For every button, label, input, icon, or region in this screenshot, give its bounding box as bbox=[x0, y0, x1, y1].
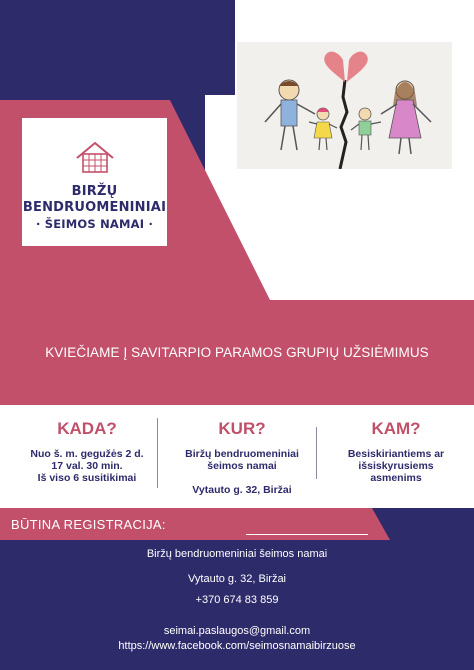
logo-line-3: · ŠEIMOS NAMAI · bbox=[35, 217, 154, 231]
where-address: Vytauto g. 32, Biržai bbox=[192, 484, 292, 496]
who-line-3: asmenims bbox=[370, 472, 422, 484]
who-heading: KAM? bbox=[371, 419, 421, 438]
where-line-2: šeimos namai bbox=[207, 460, 277, 472]
contact-email[interactable]: seimai.paslaugos@gmail.com bbox=[163, 625, 311, 637]
invite-text: KVIEČIAME Į SAVITARPIO PARAMOS GRUPIŲ UŽSIĖMIMUS bbox=[45, 345, 429, 360]
when-line-2: 17 val. 30 min. bbox=[51, 460, 123, 472]
contact-facebook-link[interactable]: https://www.facebook.com/seimosnamaibirzuose bbox=[118, 640, 356, 652]
family-drawing-illustration bbox=[237, 42, 452, 169]
who-line-1: Besiskiriantiems ar bbox=[347, 448, 445, 460]
where-line-1: Biržų bendruomeniniai bbox=[185, 448, 299, 460]
logo-line-3-text: ŠEIMOS NAMAI bbox=[44, 217, 145, 231]
registration-underline bbox=[246, 534, 368, 535]
where-heading: KUR? bbox=[218, 419, 266, 438]
contact-organization: Biržų bendruomeniniai šeimos namai bbox=[146, 548, 328, 560]
family-drawing-broken-heart-icon bbox=[237, 42, 452, 169]
when-heading: KADA? bbox=[57, 419, 117, 438]
where-column bbox=[172, 419, 312, 496]
registration-label: BŪTINA REGISTRACIJA: bbox=[11, 517, 166, 532]
contact-phone[interactable]: +370 674 83 859 bbox=[195, 594, 279, 606]
who-column bbox=[326, 419, 466, 484]
contact-address: Vytauto g. 32, Biržai bbox=[187, 573, 287, 585]
house-icon bbox=[75, 140, 115, 174]
invite-band bbox=[0, 300, 474, 405]
info-section bbox=[0, 405, 474, 508]
registration-section bbox=[0, 508, 474, 670]
when-column bbox=[22, 419, 152, 484]
logo-line-1: BIRŽŲ bbox=[71, 184, 118, 199]
column-divider bbox=[157, 418, 158, 488]
who-line-2: išsiskyrusiems bbox=[358, 460, 434, 472]
logo-line-2: BENDRUOMENINIAI bbox=[22, 200, 167, 215]
column-divider bbox=[316, 427, 317, 479]
when-line-3: Iš viso 6 susitikimai bbox=[37, 472, 137, 484]
when-line-1: Nuo š. m. gegužės 2 d. bbox=[30, 448, 144, 460]
logo-card bbox=[22, 118, 167, 246]
